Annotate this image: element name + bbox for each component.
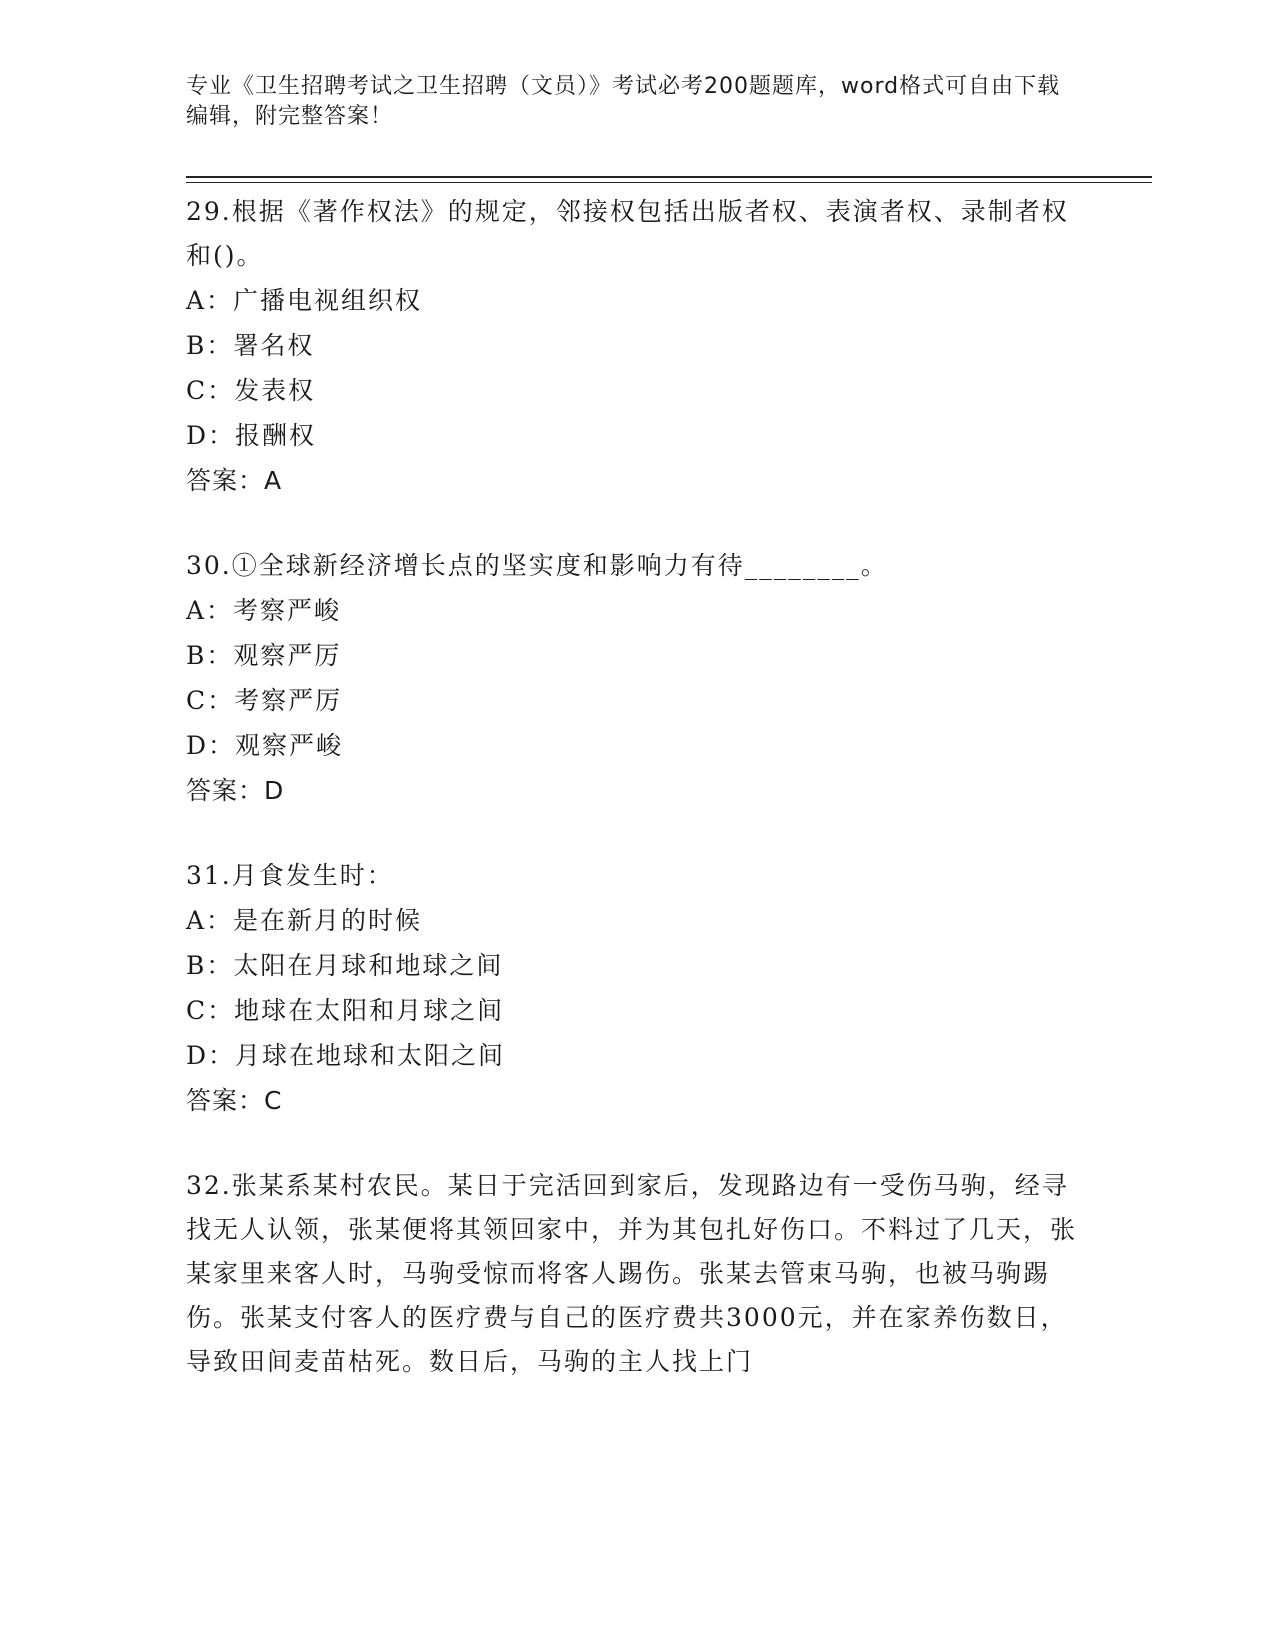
option-b: B：署名权 [186,331,315,360]
question-29 [186,190,1086,504]
option-d: D：月球在地球和太阳之间 [186,1041,506,1070]
option-a: A：考察严峻 [186,596,342,625]
question-list [186,190,1086,1424]
answer-line: 答案：A [186,466,283,495]
document-header: 专业《卫生招聘考试之卫生招聘（文员）》考试必考200题题库，word格式可自由下载编辑，附完整答案！ [186,74,1061,129]
question-stem: 29.根据《著作权法》的规定，邻接权包括出版者权、表演者权、录制者权和()。 [186,197,1069,270]
question-31 [186,854,1086,1124]
question-stem: 31.月食发生时： [186,861,394,890]
header-divider-thick [186,176,1152,178]
option-c: C：考察严厉 [186,686,343,715]
answer-line: 答案：D [186,776,285,805]
question-stem: 32.张某系某村农民。某日于完活回到家后，发现路边有一受伤马驹，经寻找无人认领，张某便将其领回家中，并为其包扎好伤口。不料过了几天，张某家里来客人时，马驹受惊而将客人踢伤。张某去管束马驹，也被马驹踢伤。张某支付客人的医疗费与自己的医疗费共3000元，并在家养伤数日，导致田间麦苗枯死。数日后，马驹的主人找上门 [186,1171,1078,1376]
option-a: A：广播电视组织权 [186,286,423,315]
option-b: B：观察严厉 [186,641,342,670]
question-30 [186,544,1086,814]
option-c: C：发表权 [186,376,316,405]
option-d: D：观察严峻 [186,731,344,760]
answer-line: 答案：C [186,1086,283,1115]
question-stem: 30.①全球新经济增长点的坚实度和影响力有待________。 [186,551,888,580]
header-divider-thin [186,182,1152,183]
option-a: A：是在新月的时候 [186,906,423,935]
option-b: B：太阳在月球和地球之间 [186,951,504,980]
option-c: C：地球在太阳和月球之间 [186,996,505,1025]
question-32 [186,1164,1086,1384]
option-d: D：报酬权 [186,421,317,450]
